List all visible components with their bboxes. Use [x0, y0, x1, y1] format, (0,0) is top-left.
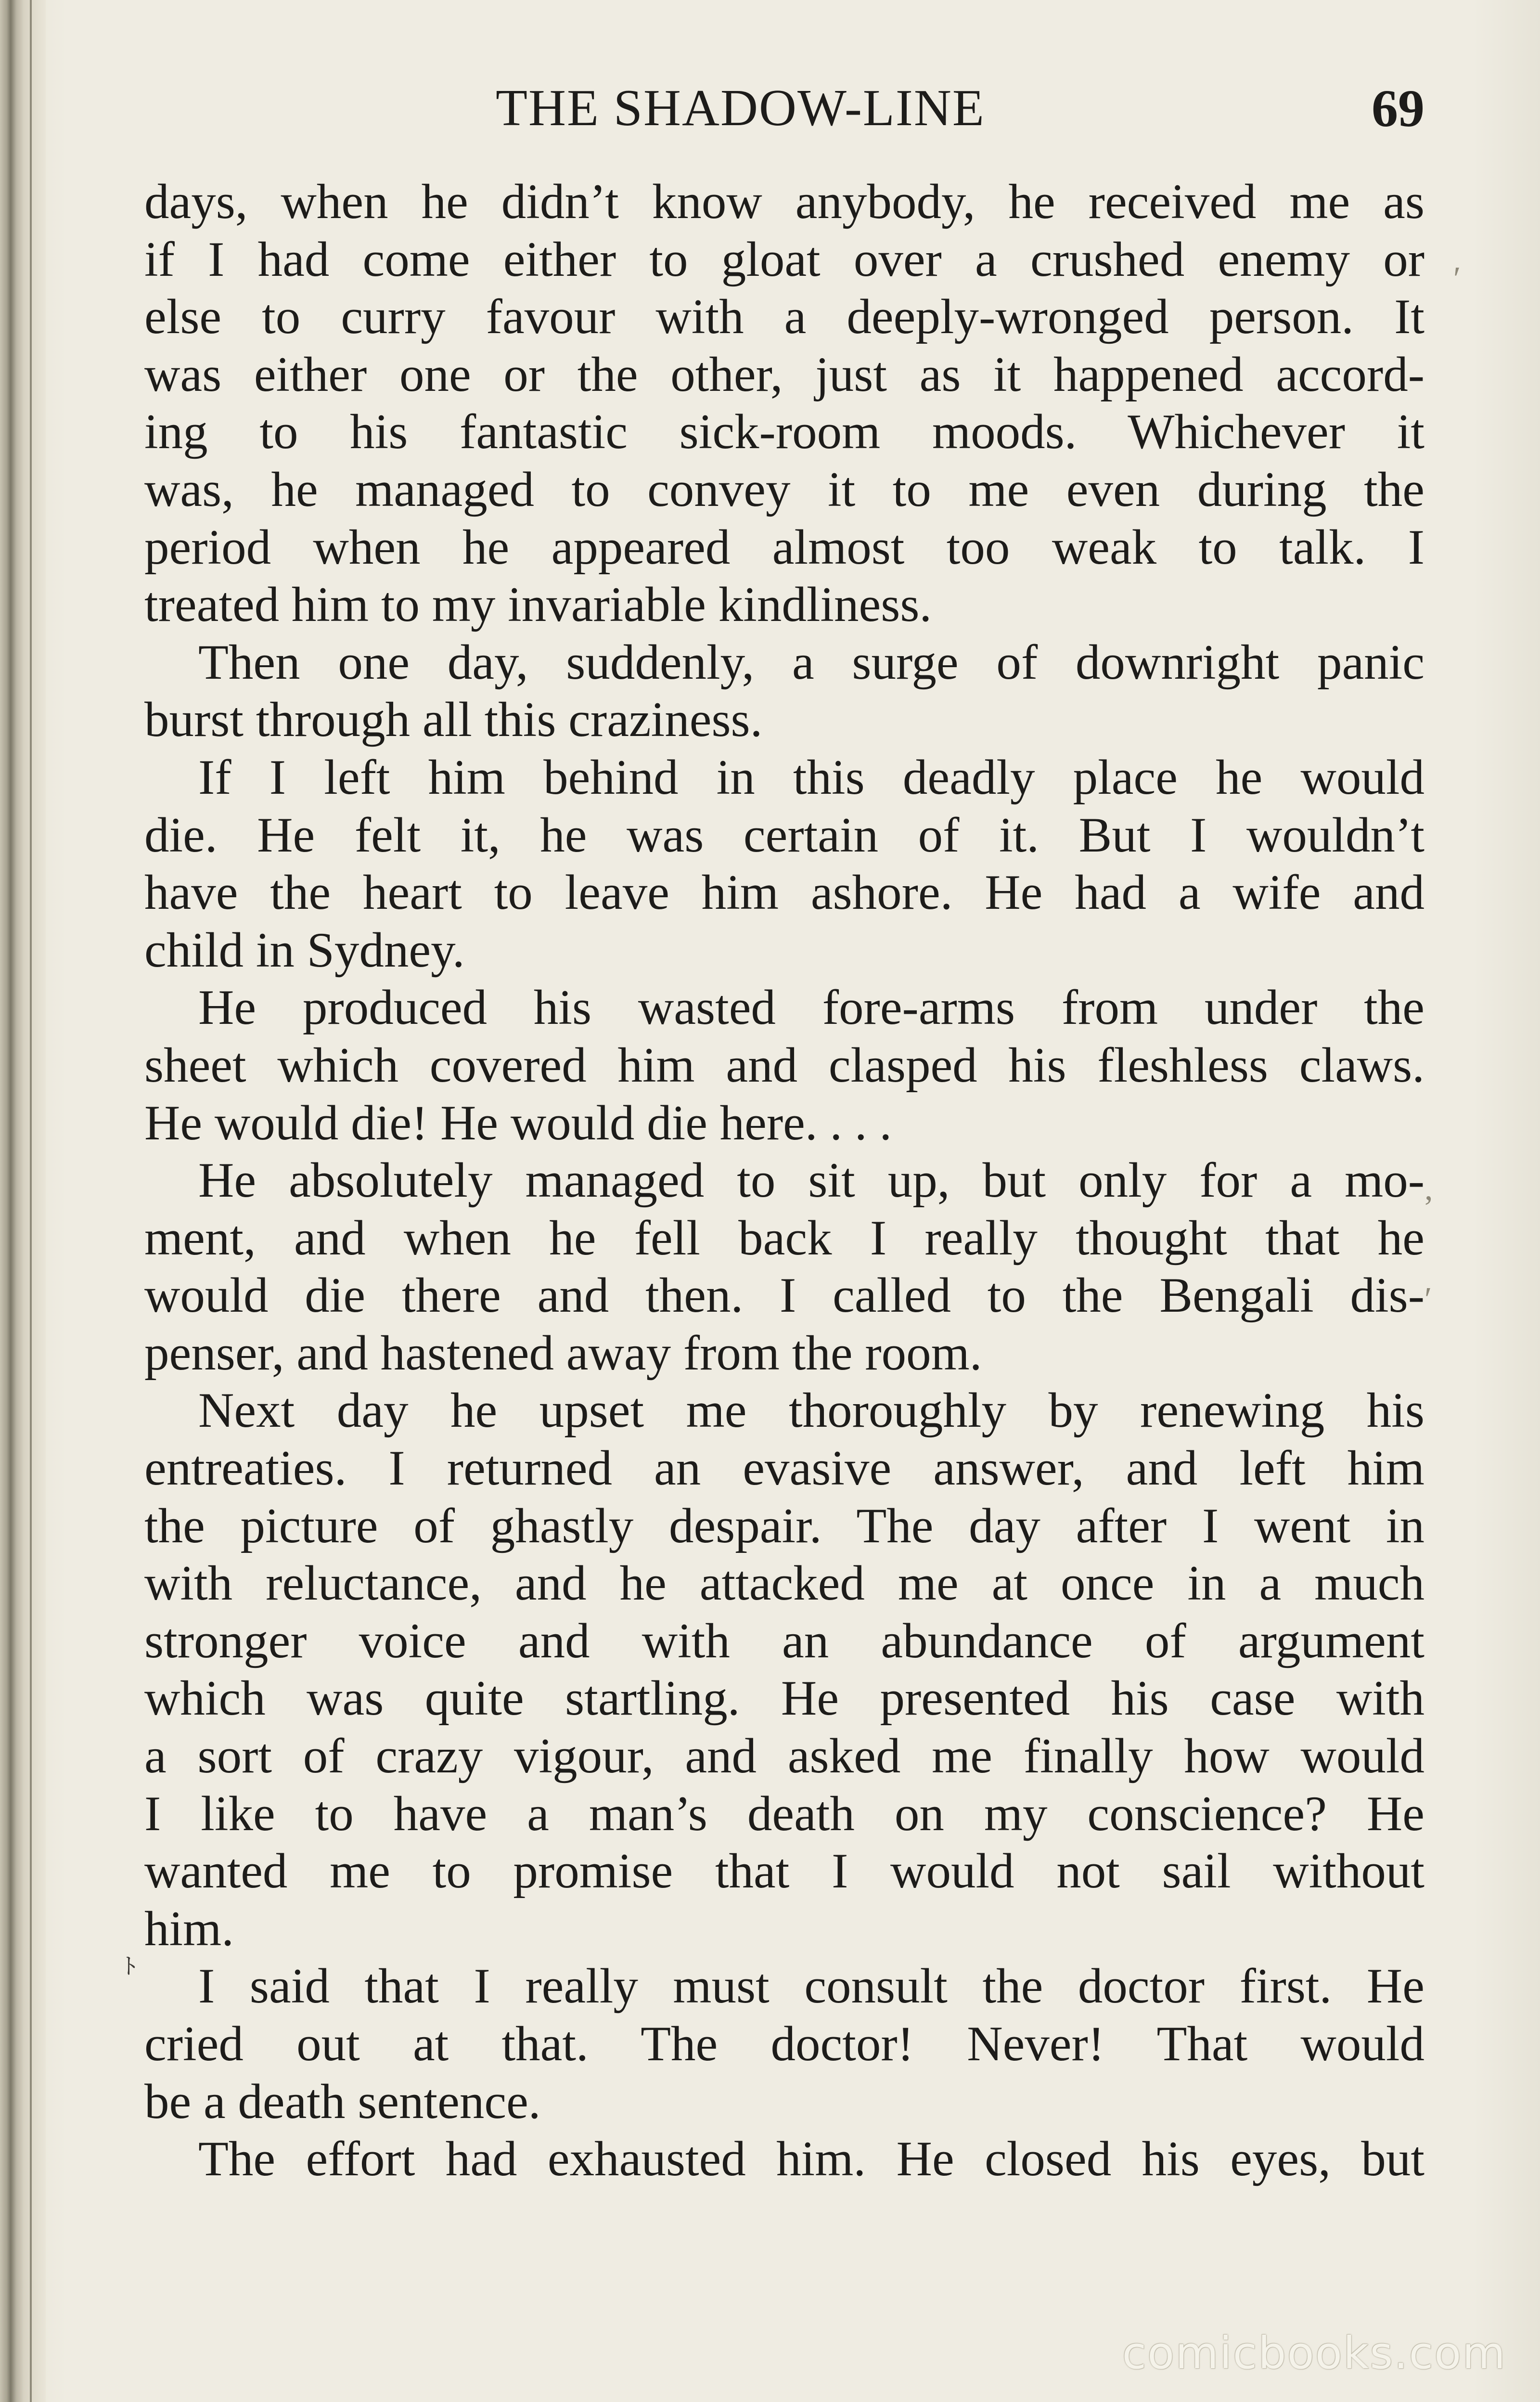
text-line: which was quite startling. He presented his case with [144, 1671, 1424, 1726]
text-line: ing to his fantastic sick-room moods. Whichever it [144, 404, 1424, 460]
book-binding-gutter [0, 0, 46, 2402]
text-line: be a death sentence. [144, 2074, 541, 2129]
text-line: the picture of ghastly despair. The day after I went in [144, 1498, 1424, 1553]
text-line: wanted me to promise that I would not sail without [144, 1844, 1424, 1899]
text-line: sheet which covered him and clasped his fleshless claws. [144, 1037, 1424, 1093]
text-line: period when he appeared almost too weak to talk. I [144, 519, 1424, 575]
text-line: Then one day, suddenly, a surge of downright panic [198, 634, 1424, 690]
text-line: If I left him behind in this deadly place he would [198, 749, 1424, 805]
text-line: a sort of crazy vigour, and asked me finally how would [144, 1729, 1424, 1784]
page-number: 69 [1372, 79, 1424, 138]
text-line: was either one or the other, just as it happened accord- [144, 347, 1424, 402]
margin-pencil-mark: ﾄ [124, 1953, 136, 1980]
text-line: burst through all this craziness. [144, 692, 763, 748]
margin-tick: ′ [1424, 1281, 1432, 1318]
running-header [144, 75, 1424, 142]
text-line: else to curry favour with a deeply-wronged person. It [144, 289, 1424, 345]
text-line: with reluctance, and he attacked me at once in a much [144, 1556, 1424, 1611]
text-line: child in Sydney. [144, 922, 465, 978]
text-line: him. [144, 1901, 234, 1956]
body-text [144, 173, 1424, 2188]
text-line: He absolutely managed to sit up, but only for a mo- [198, 1153, 1424, 1208]
text-line: if I had come either to gloat over a crushed enemy or [144, 232, 1424, 287]
text-line: was, he managed to convey it to me even during the [144, 462, 1424, 517]
text-line: treated him to my invariable kindliness. [144, 577, 932, 633]
text-line: would die there and then. I called to the Bengali dis- [144, 1268, 1424, 1323]
margin-tick: ′ [1453, 260, 1461, 297]
text-line: The effort had exhausted him. He closed his eyes, but [198, 2131, 1424, 2187]
margin-tick: , [1424, 1170, 1433, 1207]
running-head-title: THE SHADOW-LINE [496, 79, 985, 137]
text-line: He produced his wasted fore-arms from under the [198, 980, 1424, 1035]
text-line: Next day he upset me thoroughly by renewing his [198, 1383, 1424, 1438]
text-line: entreaties. I returned an evasive answer, and left him [144, 1441, 1424, 1496]
text-line: penser, and hastened away from the room. [144, 1325, 982, 1381]
text-line: I said that I really must consult the doctor first. He [198, 1959, 1424, 2014]
text-line: days, when he didn’t know anybody, he received me as [144, 174, 1424, 229]
watermark: comicbooks.com [1122, 2327, 1506, 2379]
gutter-line [30, 0, 32, 2402]
text-line: cried out at that. The doctor! Never! That would [144, 2016, 1424, 2071]
text-line: die. He felt it, he was certain of it. But I wouldn’t [144, 807, 1424, 863]
text-line: stronger voice and with an abundance of argument [144, 1613, 1424, 1668]
text-line: have the heart to leave him ashore. He had a wife and [144, 865, 1424, 920]
text-line: He would die! He would die here. . . . [144, 1095, 892, 1150]
text-line: ment, and when he fell back I really thought that he [144, 1210, 1424, 1266]
text-line: I like to have a man’s death on my conscience? He [144, 1786, 1424, 1841]
